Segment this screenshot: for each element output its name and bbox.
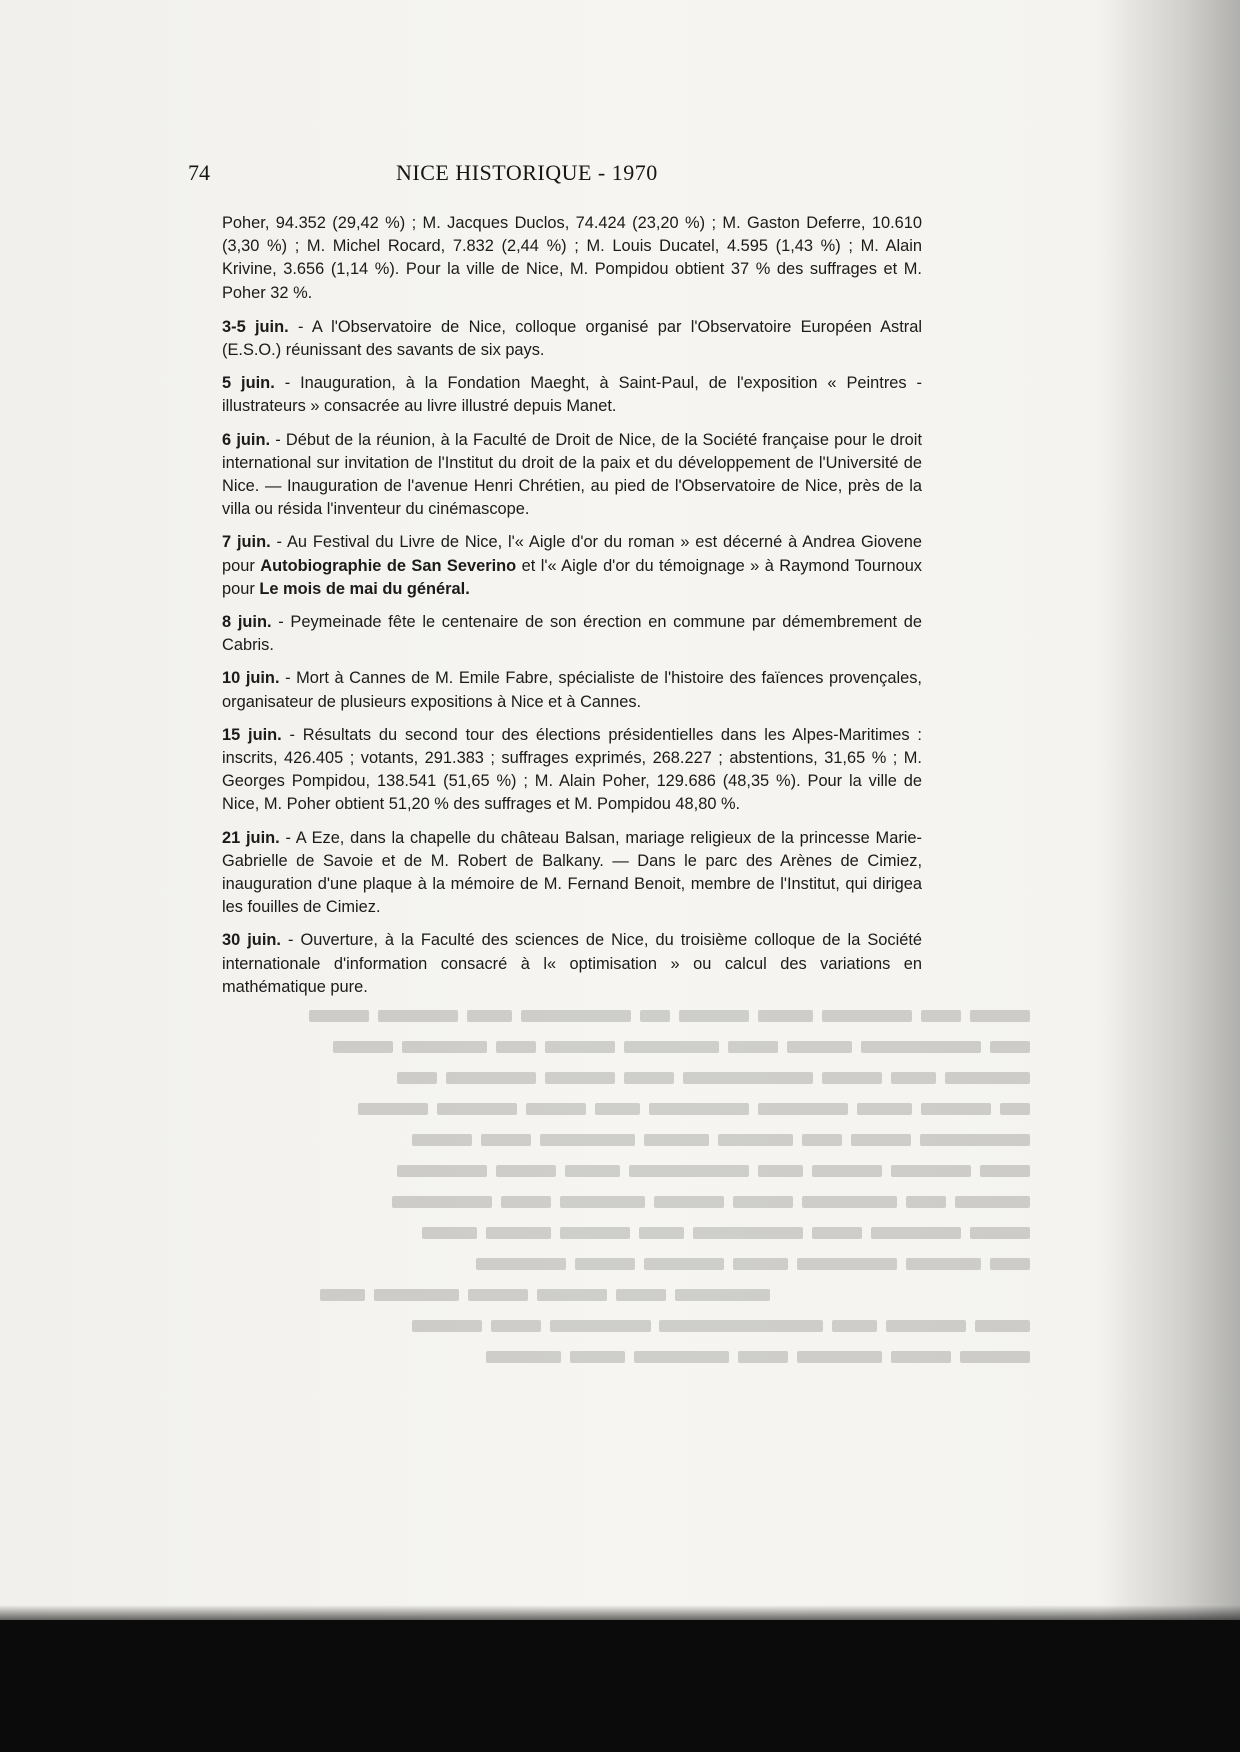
show-through-word [560, 1227, 630, 1239]
show-through-word [545, 1041, 615, 1053]
show-through-word [812, 1165, 882, 1177]
show-through-word [675, 1289, 770, 1301]
entry-text-middle: et l'« Aigle d'or du témoignage » à Raymond Tournoux pour [222, 556, 923, 598]
show-through-word [437, 1103, 517, 1115]
show-through-line [200, 1031, 1030, 1062]
show-through-line [200, 1248, 1030, 1279]
show-through-word [980, 1165, 1030, 1177]
show-through-word [486, 1351, 561, 1363]
show-through-word [397, 1072, 437, 1084]
show-through-word [320, 1289, 365, 1301]
show-through-word [570, 1351, 625, 1363]
continuation-paragraph: Poher, 94.352 (29,42 %) ; M. Jacques Duclos, 74.424 (23,20 %) ; M. Gaston Deferre, 10.610 (3,30 %) ; M. Michel Rocard, 7.832 (2,44 %) ; M. Louis Ducatel, 4.595 (1,43 %) ; M. Alain Krivine, 3.656 (1,14 %). Pour la ville de Nice, M. Pompidou obtient 37 % des suffrages et M. Poher 32 %. [222, 214, 922, 302]
show-through-word [565, 1165, 620, 1177]
show-through-word [921, 1103, 991, 1115]
show-through-word [891, 1351, 951, 1363]
show-through-word [560, 1196, 645, 1208]
show-through-word [1000, 1103, 1030, 1115]
page-header [188, 160, 1088, 192]
entry-8-juin [222, 611, 922, 657]
entry-text: - Mort à Cannes de M. Emile Fabre, spécialiste de l'histoire des faïences provençales, organisateur de plusieurs expositions à Nice et à Cannes. [222, 669, 922, 711]
show-through-word [654, 1196, 724, 1208]
entry-6-juin [222, 429, 922, 522]
show-through-word [921, 1010, 961, 1022]
show-through-word [728, 1041, 778, 1053]
show-through-word [683, 1072, 813, 1084]
entry-5-juin [222, 372, 922, 418]
entry-text: - A l'Observatoire de Nice, colloque organisé par l'Observatoire Européen Astral (E.S.O.) réunissant des savants de six pays. [222, 317, 922, 360]
show-through-word [624, 1041, 719, 1053]
entry-date: 10 juin. [222, 669, 280, 688]
show-through-word [758, 1103, 848, 1115]
show-through-word [861, 1041, 981, 1053]
show-through-word [537, 1289, 607, 1301]
show-through-word [679, 1010, 749, 1022]
show-through-word [392, 1196, 492, 1208]
show-through-word [446, 1072, 536, 1084]
show-through-word [412, 1320, 482, 1332]
show-through-word [629, 1165, 749, 1177]
show-through-word [787, 1041, 852, 1053]
entry-date: 3-5 juin. [222, 317, 289, 336]
entry-date: 30 juin. [222, 931, 281, 950]
show-through-word [309, 1010, 369, 1022]
show-through-word [891, 1165, 971, 1177]
show-through-word [733, 1320, 823, 1332]
show-through-word [496, 1165, 556, 1177]
show-through-line [200, 1062, 1030, 1093]
show-through-word [891, 1072, 936, 1084]
show-through-word [871, 1227, 961, 1239]
show-through-word [634, 1351, 729, 1363]
show-through-word [575, 1258, 635, 1270]
scanner-dark-border [0, 1620, 1240, 1752]
show-through-text [200, 1000, 1030, 1420]
entry-date: 6 juin. [222, 430, 271, 449]
show-through-word [468, 1289, 528, 1301]
show-through-word [812, 1227, 862, 1239]
binding-shadow [1100, 0, 1240, 1752]
show-through-word [797, 1258, 897, 1270]
entry-date: 21 juin. [222, 828, 280, 847]
entry-text: - Résultats du second tour des élections présidentielles dans les Alpes-Maritimes : inscrits, 426.405 ; votants, 291.383 ; suffrages exprimés, 268.227 ; abstentions, 31,65 % ; M. Georges Pompidou, 138.541 (51,65 %) ; M. Alain Poher, 129.686 (48,35 %). Pour la ville de Nice, M. Poher obtient 51,20 % des suffrages et M. Pompidou 48,80 %. [222, 725, 922, 814]
entry-10-juin [222, 667, 922, 713]
show-through-line [200, 1124, 1030, 1155]
show-through-line [200, 1186, 1030, 1217]
entry-text: - Au Festival du Livre de Nice, l'« Aigle d'or du roman » est décerné à Andrea Giovene pour [222, 533, 922, 575]
show-through-word [467, 1010, 512, 1022]
page-number: 74 [188, 160, 210, 185]
show-through-line [200, 1093, 1030, 1124]
show-through-word [540, 1134, 635, 1146]
show-through-word [545, 1072, 615, 1084]
entry-text: - Peymeinade fête le centenaire de son érection en commune par démembrement de Cabris. [222, 613, 922, 655]
show-through-word [955, 1196, 1030, 1208]
show-through-line [200, 1217, 1030, 1248]
show-through-word [970, 1227, 1030, 1239]
show-through-word [550, 1320, 650, 1332]
show-through-word [802, 1196, 897, 1208]
entry-3-5-juin [222, 316, 922, 362]
show-through-word [649, 1103, 749, 1115]
show-through-word [644, 1134, 709, 1146]
running-title: NICE HISTORIQUE - 1970 [396, 160, 658, 185]
entry-date: 8 juin. [222, 613, 272, 632]
show-through-word [358, 1103, 428, 1115]
entry-21-juin [222, 827, 922, 920]
show-through-word [832, 1320, 877, 1332]
show-through-word [486, 1227, 551, 1239]
show-through-word [521, 1010, 631, 1022]
show-through-word [886, 1320, 966, 1332]
show-through-word [644, 1258, 724, 1270]
entry-15-juin [222, 724, 922, 817]
show-through-word [496, 1041, 536, 1053]
show-through-word [402, 1041, 487, 1053]
show-through-line [200, 1341, 1030, 1372]
entry-text: - Début de la réunion, à la Faculté de Droit de Nice, de la Société française pour le droit international sur invitation de l'Institut du droit de la paix et du développement de l'Université de Nice. — Inauguration de l'avenue Henri Chrétien, au pied de l'Observatoire de Nice, près de la villa ou résida l'inventeur du cinémascope. [222, 430, 922, 519]
show-through-word [526, 1103, 586, 1115]
entry-text: - Inauguration, à la Fondation Maeght, à Saint-Paul, de l'exposition « Peintres - illustrateurs » consacrée au livre illustré depuis Manet. [222, 374, 922, 416]
show-through-word [481, 1134, 531, 1146]
show-through-word [333, 1041, 393, 1053]
show-through-word [639, 1227, 684, 1239]
show-through-line [200, 1310, 1030, 1341]
show-through-word [501, 1196, 551, 1208]
show-through-word [640, 1010, 670, 1022]
book-title-le-mois-de-mai: Le mois de mai du général. [259, 579, 470, 598]
show-through-word [990, 1041, 1030, 1053]
show-through-word [659, 1320, 724, 1332]
show-through-word [595, 1103, 640, 1115]
show-through-word [422, 1227, 477, 1239]
entry-text: - A Eze, dans la chapelle du château Balsan, mariage religieux de la princesse Marie-Gabrielle de Savoie et de M. Robert de Balkany. — Dans le parc des Arènes de Cimiez, inauguration d'une plaque à la mémoire de M. Fernand Benoit, membre de l'Institut, qui dirigea les fouilles de Cimiez. [222, 828, 922, 917]
show-through-word [945, 1072, 1030, 1084]
book-title-autobiographie: Autobiographie de San Severino [260, 556, 517, 575]
show-through-word [616, 1289, 666, 1301]
chronology-text [222, 212, 922, 1009]
entry-date: 7 juin. [222, 533, 271, 552]
show-through-word [970, 1010, 1030, 1022]
show-through-word [906, 1258, 981, 1270]
entry-date: 5 juin. [222, 374, 275, 393]
show-through-line [200, 1155, 1030, 1186]
show-through-word [857, 1103, 912, 1115]
show-through-word [822, 1010, 912, 1022]
show-through-word [733, 1258, 788, 1270]
show-through-word [718, 1134, 793, 1146]
show-through-word [476, 1258, 566, 1270]
entry-7-juin [222, 531, 922, 601]
show-through-word [822, 1072, 882, 1084]
show-through-word [990, 1258, 1030, 1270]
show-through-word [851, 1134, 911, 1146]
entry-30-juin [222, 929, 922, 999]
show-through-word [920, 1134, 1030, 1146]
show-through-word [733, 1196, 793, 1208]
show-through-word [758, 1010, 813, 1022]
entry-date: 15 juin. [222, 725, 282, 744]
show-through-word [797, 1351, 882, 1363]
show-through-word [975, 1320, 1030, 1332]
show-through-word [960, 1351, 1030, 1363]
show-through-word [738, 1351, 788, 1363]
show-through-word [802, 1134, 842, 1146]
show-through-word [758, 1165, 803, 1177]
show-through-word [412, 1134, 472, 1146]
show-through-word [624, 1072, 674, 1084]
show-through-word [906, 1196, 946, 1208]
show-through-word [693, 1227, 803, 1239]
entry-text: - Ouverture, à la Faculté des sciences de Nice, du troisième colloque de la Société internationale d'information consacré à l« optimisation » ou calcul des variations en mathématique pure. [222, 931, 922, 996]
show-through-line [200, 1279, 1030, 1310]
show-through-word [374, 1289, 459, 1301]
show-through-word [397, 1165, 487, 1177]
show-through-word [491, 1320, 541, 1332]
show-through-word [378, 1010, 458, 1022]
